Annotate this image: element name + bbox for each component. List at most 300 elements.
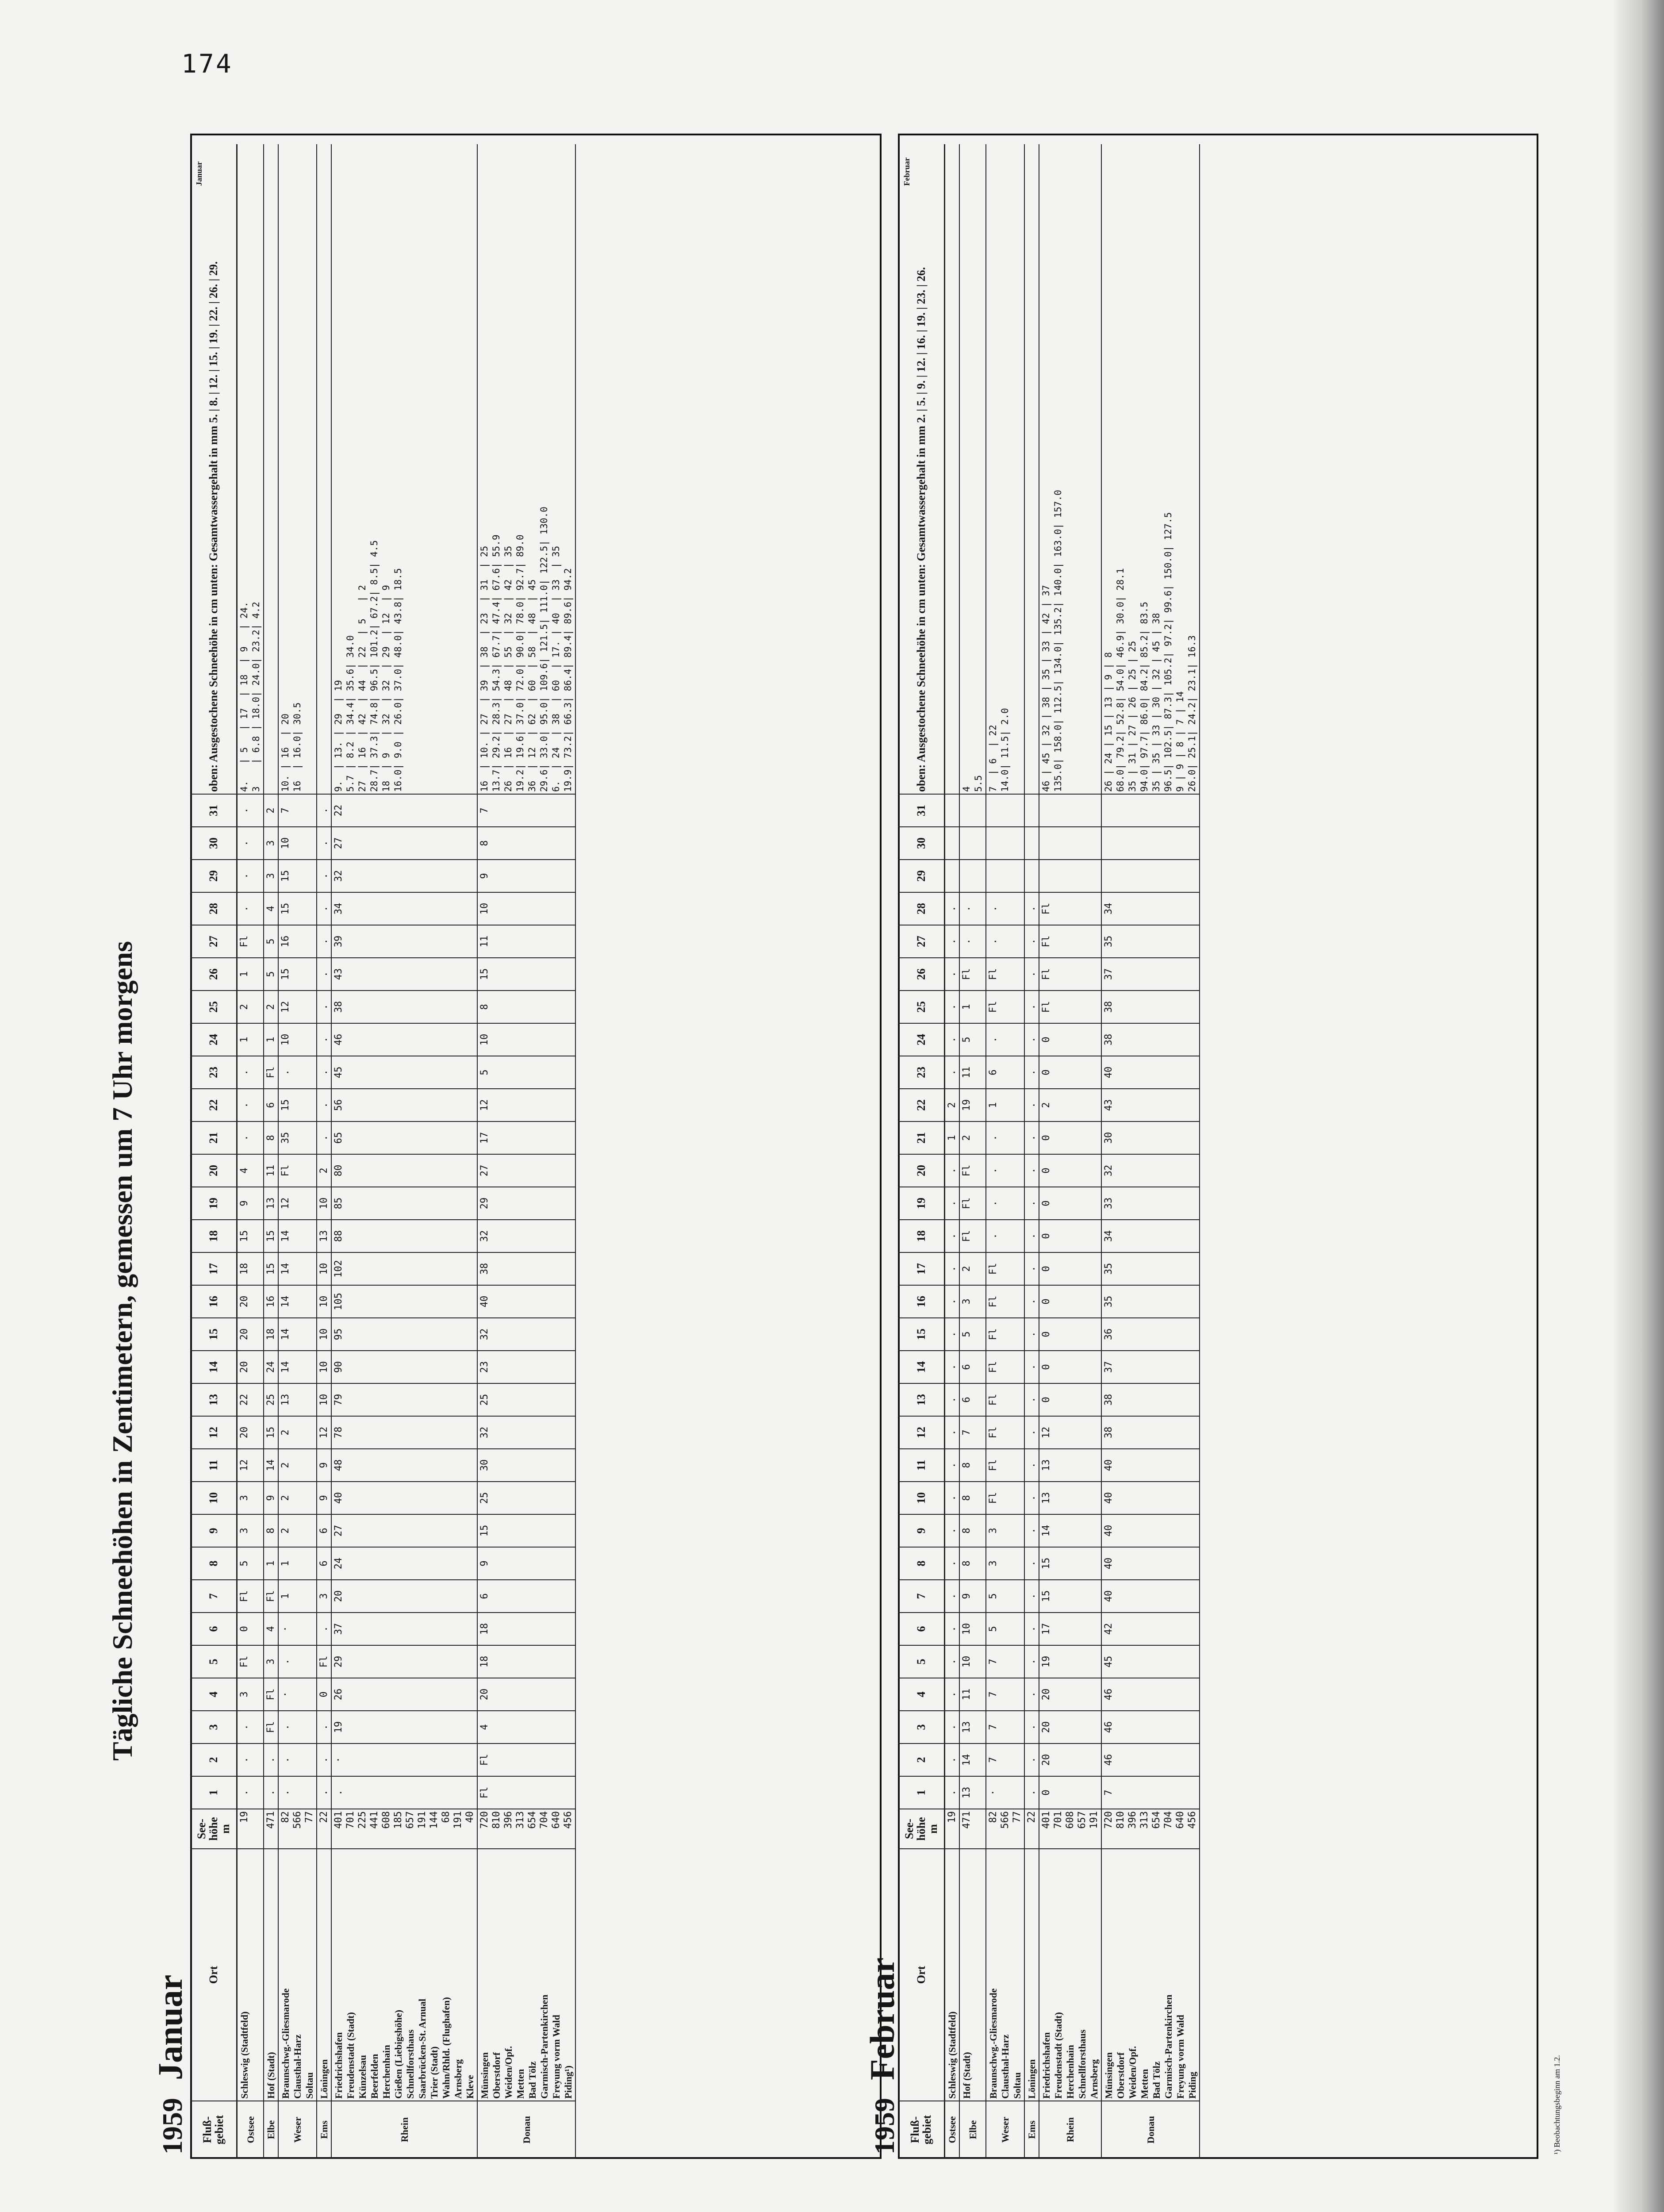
day-cell: 6 [317, 1514, 331, 1547]
day-cell: 3 [264, 860, 278, 892]
day-cell [959, 794, 986, 827]
day-cell: 6 [986, 1056, 1024, 1089]
day-cell: 25 [477, 1383, 575, 1416]
year-label: 1959 [157, 2098, 188, 2154]
header-day: 22 [190, 1089, 237, 1121]
day-cell: . [1024, 1416, 1039, 1449]
day-cell [1039, 827, 1101, 860]
day-cell: 0 [1039, 1121, 1101, 1154]
binding-shadow [1611, 0, 1664, 2212]
month-label: Februar [863, 1957, 901, 2080]
day-cell: 20 [331, 1580, 477, 1613]
day-cell [959, 827, 986, 860]
day-cell: 3 [959, 1285, 986, 1318]
day-cell: 0 [317, 1678, 331, 1711]
day-cell: 10 [317, 1252, 331, 1285]
day-cell: Fl [1039, 892, 1101, 925]
sample-cell [317, 144, 331, 794]
day-cell: 10 [317, 1187, 331, 1220]
fluss-cell: Ostsee [945, 2101, 960, 2158]
header-day: 21 [898, 1121, 945, 1154]
day-cell: . [1024, 1121, 1039, 1154]
table-row [986, 144, 1024, 2158]
hoehe-cell: 720 810 396 313 654 704 640 456 [477, 1809, 575, 1849]
header-day: 19 [190, 1187, 237, 1220]
ort-cell: Löningen [317, 1849, 331, 2101]
day-cell: 34 [1101, 892, 1200, 925]
header-day: 6 [898, 1613, 945, 1645]
day-cell [1039, 860, 1101, 892]
month-label: Januar [151, 1974, 189, 2080]
day-cell: . [278, 1743, 317, 1776]
header-day: 27 [190, 925, 237, 958]
header-day: 17 [190, 1252, 237, 1285]
fluss-cell: Elbe [959, 2101, 986, 2158]
day-cell: 15 [1039, 1547, 1101, 1580]
day-cell: 10 [959, 1645, 986, 1678]
day-cell: . [945, 1645, 960, 1678]
header-day: 15 [898, 1318, 945, 1351]
day-cell: 0 [1039, 1252, 1101, 1285]
day-cell: 11 [477, 925, 575, 958]
header-day: 23 [898, 1056, 945, 1089]
header-day: 25 [190, 991, 237, 1023]
day-cell: 8 [959, 1514, 986, 1547]
day-cell: 7 [278, 794, 317, 827]
day-cell: . [1024, 1318, 1039, 1351]
day-cell: 34 [331, 892, 477, 925]
day-cell: . [237, 1743, 264, 1776]
day-cell: 3 [237, 1678, 264, 1711]
day-cell: 1 [278, 1547, 317, 1580]
day-cell: 1 [945, 1121, 960, 1154]
day-cell: 95 [331, 1318, 477, 1351]
day-cell: 0 [1039, 1776, 1101, 1809]
day-cell: · [986, 1776, 1024, 1809]
day-cell: . [237, 1776, 264, 1809]
day-cell: 23 [477, 1351, 575, 1383]
hoehe-cell: 471 [264, 1809, 278, 1849]
header-day: 28 [190, 892, 237, 925]
day-cell: 40 [1101, 1482, 1200, 1514]
day-cell: . [945, 1449, 960, 1482]
header-day: 19 [898, 1187, 945, 1220]
header-day: 17 [898, 1252, 945, 1285]
day-cell: . [1024, 958, 1039, 991]
day-cell: 5 [959, 1023, 986, 1056]
day-cell: . [1024, 1187, 1039, 1220]
day-cell: . [945, 1187, 960, 1220]
day-cell: Fl [278, 1154, 317, 1187]
day-cell: 40 [477, 1285, 575, 1318]
header-row [190, 144, 237, 2158]
day-cell: . [945, 1482, 960, 1514]
ort-cell: Braunschwg.-Gliesmarode Clausthal-Harz Soltau [278, 1849, 317, 2101]
day-cell: 2 [959, 1252, 986, 1285]
day-cell: . [317, 1613, 331, 1645]
day-cell: 40 [1101, 1056, 1200, 1089]
day-cell: . [945, 1023, 960, 1056]
day-cell: . [986, 1187, 1024, 1220]
day-cell: . [945, 1285, 960, 1318]
header-day: 31 [190, 794, 237, 827]
day-cell: 13 [1039, 1449, 1101, 1482]
day-cell: 35 [1101, 925, 1200, 958]
day-cell: 2 [945, 1089, 960, 1121]
header-day: 24 [898, 1023, 945, 1056]
day-cell: . [1024, 1383, 1039, 1416]
day-cell: 6 [477, 1580, 575, 1613]
day-cell: . [1024, 1449, 1039, 1482]
day-cell: 35 [1101, 1285, 1200, 1318]
day-cell: Fl [986, 1351, 1024, 1383]
day-cell: . [945, 1351, 960, 1383]
day-cell: . [1024, 1645, 1039, 1678]
page-number: 174 [181, 49, 233, 79]
day-cell: 9 [317, 1449, 331, 1482]
header-day: 9 [190, 1514, 237, 1547]
day-cell: 40 [1101, 1580, 1200, 1613]
day-cell: . [317, 958, 331, 991]
header-day: 24 [190, 1023, 237, 1056]
day-cell: Fl [986, 991, 1024, 1023]
day-cell [1101, 794, 1200, 827]
day-cell: 27 [477, 1154, 575, 1187]
fluss-cell: Ems [317, 2101, 331, 2158]
day-cell: 10 [278, 827, 317, 860]
day-cell: · [278, 1678, 317, 1711]
day-cell: . [1024, 1023, 1039, 1056]
day-cell: 0 [1039, 1023, 1101, 1056]
day-cell: . [1024, 1154, 1039, 1187]
day-cell: 15 [278, 860, 317, 892]
day-cell: . [1024, 1776, 1039, 1809]
day-cell: Fl [986, 1252, 1024, 1285]
day-cell: Fl [264, 1678, 278, 1711]
day-cell: 2 [317, 1154, 331, 1187]
day-cell: 45 [331, 1056, 477, 1089]
day-cell [945, 860, 960, 892]
ort-cell: Schleswig (Stadtfeld) [237, 1849, 264, 2101]
day-cell: 7 [477, 794, 575, 827]
day-cell: 14 [1039, 1514, 1101, 1547]
day-cell: . [1024, 991, 1039, 1023]
day-cell: 15 [1039, 1580, 1101, 1613]
day-cell: 85 [331, 1187, 477, 1220]
ort-cell: Friedrichshafen Freudenstadt (Stadt) Künzelsau Beerfelden Herchenhain Gießen (Liebigshöhe) Schnellforsthaus Saarbrücken-St. Arnual Trier (Stadt) Wahn/Rhld. (Flughafen) Arnsberg Kleve [331, 1849, 477, 2101]
table-row [959, 144, 986, 2158]
fluss-cell: Ostsee [237, 2101, 264, 2158]
day-cell: Fl [986, 1482, 1024, 1514]
day-cell: 14 [278, 1285, 317, 1318]
header-day: 2 [898, 1743, 945, 1776]
day-cell: 25 [264, 1383, 278, 1416]
day-cell: . [317, 1089, 331, 1121]
day-cell: Fl [986, 1318, 1024, 1351]
ort-cell: Hof (Stadt) [264, 1849, 278, 2101]
day-cell: 5 [264, 958, 278, 991]
day-cell: . [317, 860, 331, 892]
day-cell: 18 [477, 1645, 575, 1678]
day-cell: 2 [237, 991, 264, 1023]
day-cell: 38 [331, 991, 477, 1023]
day-cell: 37 [1101, 1351, 1200, 1383]
header-day: 6 [190, 1613, 237, 1645]
header-day: 7 [190, 1580, 237, 1613]
day-cell: . [1024, 1678, 1039, 1711]
fluss-cell: Ems [1024, 2101, 1039, 2158]
sample-cell [1024, 144, 1039, 794]
day-cell: 40 [1101, 1449, 1200, 1482]
ort-cell: Löningen [1024, 1849, 1039, 2101]
day-cell: 20 [477, 1678, 575, 1711]
table-row [477, 144, 575, 2158]
day-cell: 38 [1101, 1023, 1200, 1056]
header-day: 7 [898, 1580, 945, 1613]
day-cell: 15 [264, 1252, 278, 1285]
day-cell: Fl [986, 1449, 1024, 1482]
day-cell: 5 [986, 1580, 1024, 1613]
day-cell: 3 [986, 1547, 1024, 1580]
day-cell: . [945, 1056, 960, 1089]
day-cell: 9 [237, 1187, 264, 1220]
day-cell: 15 [477, 958, 575, 991]
day-cell: 0 [1039, 1318, 1101, 1351]
ort-cell: Schleswig (Stadtfeld) [945, 1849, 960, 2101]
main-title: Tägliche Schneehöhen in Zentimetern, gemessen um 7 Uhr morgens [107, 941, 138, 1761]
day-cell: . [237, 892, 264, 925]
corner-tag: Januar [195, 161, 203, 186]
fluss-cell: Rhein [331, 2101, 477, 2158]
header-day: 26 [190, 958, 237, 991]
day-cell: . [959, 892, 986, 925]
fluss-cell: Weser [986, 2101, 1024, 2158]
day-cell: 3 [264, 827, 278, 860]
day-cell: . [986, 892, 1024, 925]
day-cell [1024, 827, 1039, 860]
day-cell: 9 [477, 860, 575, 892]
day-cell: 37 [331, 1613, 477, 1645]
header-day: 18 [898, 1220, 945, 1252]
hoehe-cell: 401 701 225 441 608 185 657 191 144 68 191 40 [331, 1809, 477, 1849]
day-cell: 22 [331, 794, 477, 827]
year-label: 1959 [869, 2098, 900, 2154]
day-cell: Fl [959, 1154, 986, 1187]
day-cell: 102 [331, 1252, 477, 1285]
day-cell: 45 [1101, 1645, 1200, 1678]
table-row [1024, 144, 1039, 2158]
day-cell: . [945, 1547, 960, 1580]
day-cell: . [1024, 1547, 1039, 1580]
hoehe-cell: 82 566 77 [278, 1809, 317, 1849]
day-cell: 12 [278, 991, 317, 1023]
header-day: 1 [898, 1776, 945, 1809]
header-day: 11 [190, 1449, 237, 1482]
header-day: 18 [190, 1220, 237, 1252]
day-cell: . [264, 1743, 278, 1776]
day-cell: . [1024, 925, 1039, 958]
day-cell: Fl [959, 1187, 986, 1220]
day-cell: . [986, 1023, 1024, 1056]
day-cell: 2 [278, 1514, 317, 1547]
header-fluss: Fluß- gebiet [190, 2101, 237, 2158]
day-cell: . [945, 1416, 960, 1449]
day-cell: 9 [477, 1547, 575, 1580]
fluss-cell: Elbe [264, 2101, 278, 2158]
hoehe-cell: 19 [945, 1809, 960, 1849]
header-day: 29 [190, 860, 237, 892]
day-cell: Fl [986, 1383, 1024, 1416]
day-cell: Fl [477, 1776, 575, 1809]
day-cell: 8 [477, 991, 575, 1023]
day-cell: 2 [1039, 1089, 1101, 1121]
day-cell: 14 [278, 1351, 317, 1383]
ort-cell: Friedrichshafen Freudenstadt (Stadt) Herchenhain Schnellforsthaus Arnsberg [1039, 1849, 1101, 2101]
day-cell: 5 [959, 1318, 986, 1351]
day-cell: 6 [959, 1351, 986, 1383]
day-cell: 19 [331, 1711, 477, 1743]
day-cell: . [237, 827, 264, 860]
corner-tag: Februar [902, 157, 911, 186]
header-hoehe: See- höhe m [898, 1809, 945, 1849]
sample-cell [945, 144, 960, 794]
day-cell: 14 [959, 1743, 986, 1776]
day-cell: Fl [986, 1416, 1024, 1449]
day-cell: 79 [331, 1383, 477, 1416]
day-cell: 14 [264, 1449, 278, 1482]
day-cell: 32 [1101, 1154, 1200, 1187]
day-cell: 36 [1101, 1318, 1200, 1351]
day-cell: . [317, 892, 331, 925]
day-cell: . [1024, 1351, 1039, 1383]
day-cell: 43 [1101, 1089, 1200, 1121]
sample-cell: 16 | 10. | 27 | 39 | 38 | 23 | 31 | 25 13.7| 29.2| 28.3| 54.3| 67.7| 47.4| 67.6| 55.9 26 | 16 | 27 | 48 | 55 | 32 | 42 | 35 19.2| 19.6| 37.0| 72.0| 90.0| 78.0| 92.7| 89.0 36 | 12 | 62 | 60 | 58 | 48 | 45 29.6| 33.0| 95.0| 109.6| 121.5| 111.0| 122.5| 130.0 6. | 24 | 38 | 60 | 17. | 40 | 33 | 35 19.9| 73.2| 66.3| 86.4| 89.4| 89.6| 94.2 [477, 144, 575, 794]
day-cell: 4 [264, 892, 278, 925]
day-cell: 13 [317, 1220, 331, 1252]
day-cell: . [278, 1776, 317, 1809]
day-cell: 7 [959, 1416, 986, 1449]
header-day: 30 [898, 827, 945, 860]
day-cell: . [237, 1056, 264, 1089]
day-cell: 38 [477, 1252, 575, 1285]
day-cell: 15 [278, 892, 317, 925]
day-cell: 11 [959, 1678, 986, 1711]
header-day: 30 [190, 827, 237, 860]
day-cell: 32 [477, 1220, 575, 1252]
day-cell: . [945, 1711, 960, 1743]
sample-cell: 4 5.5 [959, 144, 986, 794]
hoehe-cell: 22 [1024, 1809, 1039, 1849]
day-cell: Fl [317, 1645, 331, 1678]
day-cell: 1 [264, 1547, 278, 1580]
day-cell: 14 [278, 1318, 317, 1351]
day-cell: . [237, 1711, 264, 1743]
day-cell: 26 [331, 1678, 477, 1711]
day-cell: 10 [317, 1351, 331, 1383]
header-day: 13 [898, 1383, 945, 1416]
day-cell: 38 [1101, 1383, 1200, 1416]
day-cell: 12 [278, 1187, 317, 1220]
day-cell: . [1024, 1285, 1039, 1318]
table-row [237, 144, 264, 2158]
day-cell: 20 [237, 1351, 264, 1383]
header-day: 16 [190, 1285, 237, 1318]
day-cell: 13 [959, 1711, 986, 1743]
section-february [863, 133, 1539, 2159]
day-cell: . [1024, 1711, 1039, 1743]
day-cell: 15 [264, 1416, 278, 1449]
day-cell: 20 [237, 1318, 264, 1351]
day-cell: 1 [959, 991, 986, 1023]
day-cell: 13 [1039, 1482, 1101, 1514]
day-cell: 0 [1039, 1351, 1101, 1383]
day-cell: 37 [1101, 958, 1200, 991]
day-cell: Fl [986, 1285, 1024, 1318]
day-cell: 0 [1039, 1056, 1101, 1089]
day-cell: 16 [264, 1285, 278, 1318]
header-day: 20 [898, 1154, 945, 1187]
day-cell [986, 860, 1024, 892]
day-cell: 4 [477, 1711, 575, 1743]
header-ort: Ort [898, 1849, 945, 2101]
day-cell: . [317, 925, 331, 958]
day-cell: 10 [477, 892, 575, 925]
day-cell: 8 [959, 1482, 986, 1514]
day-cell [986, 827, 1024, 860]
day-cell: 32 [477, 1318, 575, 1351]
table-row [945, 144, 960, 2158]
hoehe-cell: 19 [237, 1809, 264, 1849]
day-cell: 1 [986, 1089, 1024, 1121]
day-cell: 5 [477, 1056, 575, 1089]
day-cell: 11 [959, 1056, 986, 1089]
snow-table-january [190, 144, 576, 2159]
day-cell: 46 [1101, 1678, 1200, 1711]
day-cell [1024, 794, 1039, 827]
header-day: 4 [190, 1678, 237, 1711]
day-cell: 13 [278, 1383, 317, 1416]
day-cell: 8 [477, 827, 575, 860]
day-cell: 15 [477, 1514, 575, 1547]
header-day: 8 [898, 1547, 945, 1580]
day-cell: . [945, 1252, 960, 1285]
day-cell: 1 [278, 1580, 317, 1613]
day-cell: . [945, 1580, 960, 1613]
day-cell: 10 [959, 1613, 986, 1645]
day-cell: 3 [317, 1580, 331, 1613]
day-cell: 3 [264, 1645, 278, 1678]
day-cell: 24 [331, 1547, 477, 1580]
day-cell: . [1024, 1482, 1039, 1514]
day-cell: 16 [278, 925, 317, 958]
day-cell: . [317, 991, 331, 1023]
day-cell: 7 [986, 1645, 1024, 1678]
hoehe-cell: 471 [959, 1809, 986, 1849]
day-cell: 34 [1101, 1220, 1200, 1252]
ort-cell: Münsingen Oberstdorf Weiden/Opf. Metten Bad Tölz Garmisch-Partenkirchen Freyung vorm Wald Piding¹) [477, 1849, 575, 2101]
hoehe-cell: 82 566 77 [986, 1809, 1024, 1849]
header-day: 25 [898, 991, 945, 1023]
day-cell: 27 [331, 827, 477, 860]
day-cell: 7 [986, 1711, 1024, 1743]
day-cell: . [945, 1743, 960, 1776]
day-cell: . [1024, 1220, 1039, 1252]
day-cell: Fl [986, 958, 1024, 991]
header-day: 4 [898, 1678, 945, 1711]
day-cell: . [317, 1121, 331, 1154]
ort-cell: Hof (Stadt) [959, 1849, 986, 2101]
day-cell: . [237, 1121, 264, 1154]
